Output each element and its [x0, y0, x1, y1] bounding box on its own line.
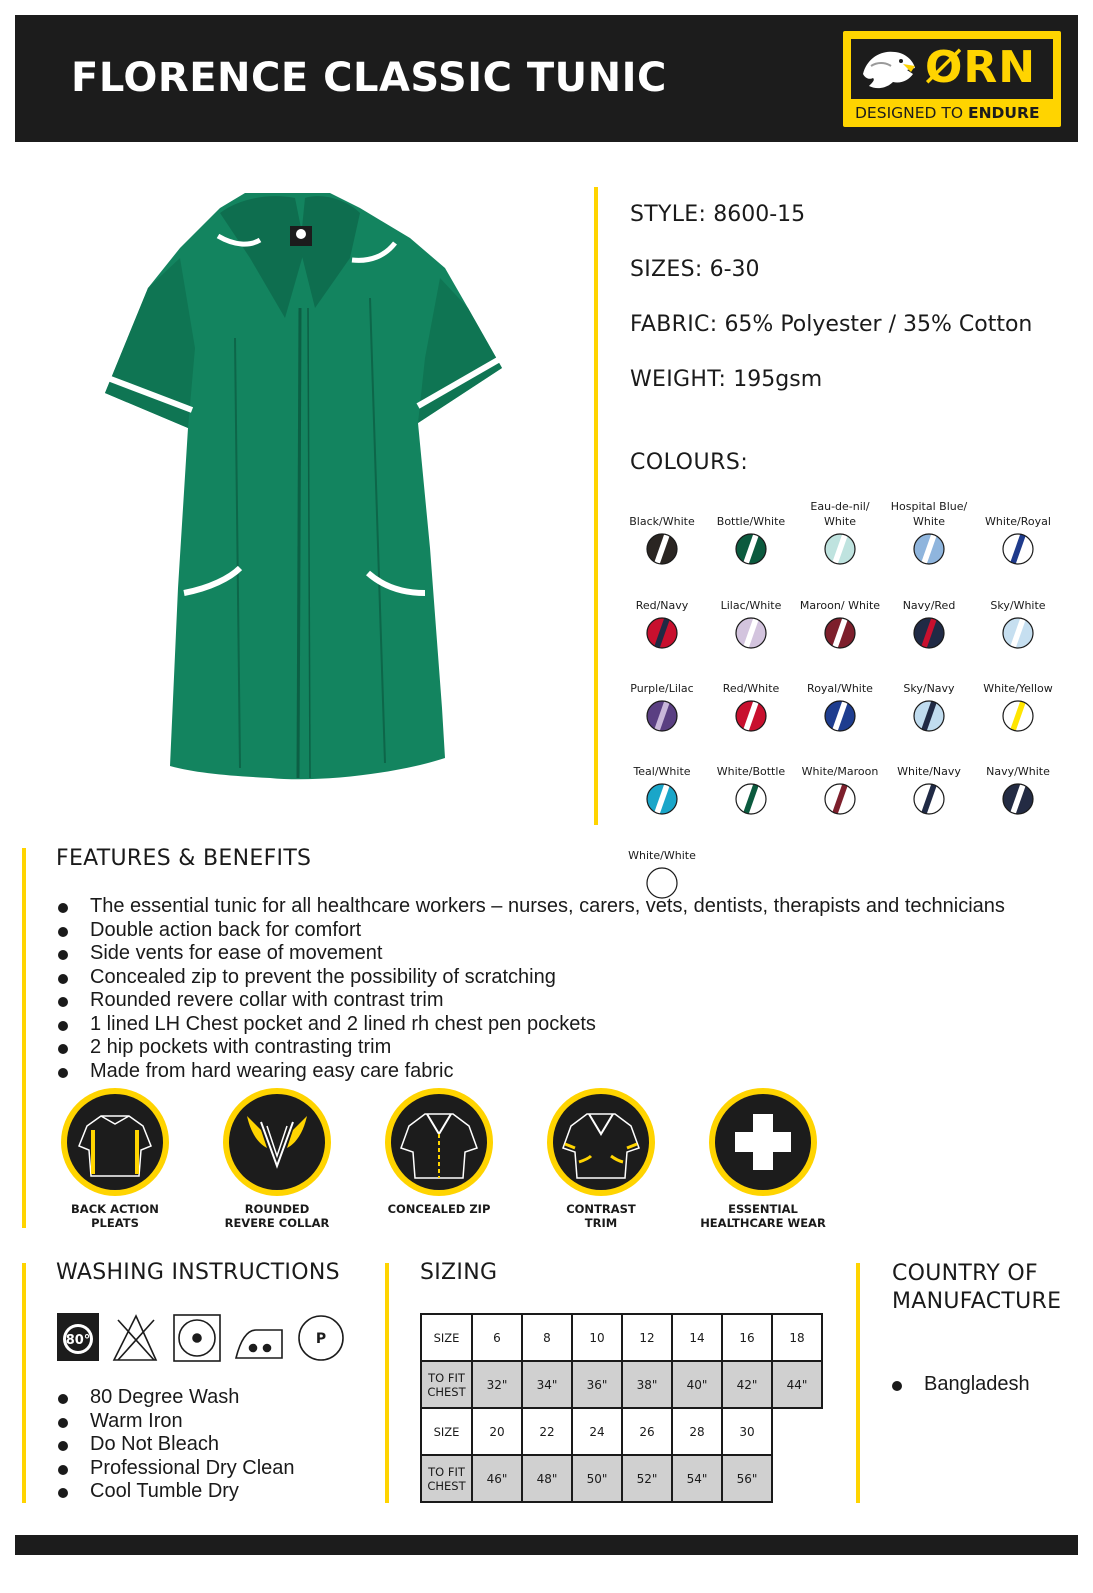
zip-icon: [383, 1086, 495, 1198]
logo-brand: ØRN: [925, 42, 1037, 93]
colour-label: Red/Navy: [635, 599, 689, 612]
list-item: Do Not Bleach: [56, 1433, 295, 1457]
wash-80-icon: [57, 1313, 99, 1361]
colour-label: Sky/White: [990, 599, 1046, 612]
cross-icon: [707, 1086, 819, 1198]
list-item: Bangladesh: [890, 1373, 1030, 1397]
colour-swatch: [973, 747, 1063, 816]
spec-fabric: FABRIC: 65% Polyester / 35% Cotton: [630, 312, 1033, 337]
colour-swatch: [884, 497, 974, 566]
trim-icon: [545, 1086, 657, 1198]
colour-label: Maroon/ White: [799, 599, 881, 612]
list-item: Concealed zip to prevent the possibility of scratching: [56, 966, 1005, 990]
colour-dot: [823, 616, 857, 650]
table-row: SIZE 20 22 24 26 28 30: [421, 1408, 822, 1455]
colour-dot: [645, 532, 679, 566]
colour-label: Lilac/White: [720, 599, 782, 612]
colour-swatch: [973, 581, 1063, 650]
colour-label: Hospital Blue/ White: [890, 500, 968, 528]
colour-label: Royal/White: [807, 682, 873, 695]
sizing-table: [420, 1313, 823, 1503]
colour-dot: [912, 616, 946, 650]
feature-trim: CONTRAST TRIM: [521, 1086, 681, 1230]
colour-label: Teal/White: [633, 765, 691, 778]
header-banner: [15, 15, 1078, 142]
spec-weight: WEIGHT: 195gsm: [630, 367, 823, 392]
list-item: Professional Dry Clean: [56, 1457, 295, 1481]
spec-style: STYLE: 8600-15: [630, 202, 806, 227]
colour-label: Navy/Red: [902, 599, 956, 612]
list-item: 1 lined LH Chest pocket and 2 lined rh chest pen pockets: [56, 1013, 1005, 1037]
list-item: Warm Iron: [56, 1410, 295, 1434]
colour-label: White/Bottle: [716, 765, 786, 778]
list-item: The essential tunic for all healthcare workers – nurses, carers, vets, dentists, therapists and technicians: [56, 895, 1005, 919]
colour-label: Bottle/White: [716, 515, 786, 528]
feature-zip: CONCEALED ZIP: [359, 1086, 519, 1216]
sizing-title: SIZING: [420, 1260, 498, 1285]
colour-dot: [645, 616, 679, 650]
dry-clean-icon: [299, 1316, 343, 1360]
colour-dot: [645, 782, 679, 816]
list-item: Made from hard wearing easy care fabric: [56, 1060, 1005, 1084]
colour-label: White/Yellow: [983, 682, 1053, 695]
colours-title: COLOURS:: [630, 450, 749, 475]
table-row: SIZE 6 8 10 12 14 16 18: [421, 1314, 822, 1361]
colour-label: Purple/Lilac: [630, 682, 694, 695]
colour-swatch: [973, 664, 1063, 733]
colour-dot: [912, 532, 946, 566]
colour-swatch: [973, 497, 1063, 566]
colour-dot: [734, 699, 768, 733]
specs-list: [630, 200, 1032, 420]
colour-dot: [645, 699, 679, 733]
colour-label: Navy/White: [986, 765, 1050, 778]
tunic-image: [100, 188, 510, 788]
brand-logo: [843, 31, 1061, 127]
country-title: COUNTRY OF MANUFACTURE: [892, 1261, 1062, 1314]
colour-swatch: [706, 664, 796, 733]
logo-box: [851, 39, 1053, 99]
features-list: [56, 895, 1005, 1083]
colour-label: Eau-de-nil/ White: [810, 500, 870, 528]
washing-title: WASHING INSTRUCTIONS: [56, 1260, 340, 1285]
wash-temp-text: 80°: [65, 1333, 91, 1348]
table-row: TO FIT CHEST 46" 48" 50" 52" 54" 56": [421, 1455, 822, 1502]
colour-swatch: [706, 497, 796, 566]
colour-swatch: [795, 747, 885, 816]
colour-label: Red/White: [722, 682, 780, 695]
washing-list: [56, 1386, 295, 1504]
product-title: FLORENCE CLASSIC TUNIC: [71, 55, 667, 101]
spec-sizes: SIZES: 6-30: [630, 257, 760, 282]
list-item: Rounded revere collar with contrast trim: [56, 989, 1005, 1013]
colour-swatch: [884, 581, 974, 650]
colour-dot: [823, 532, 857, 566]
colour-label: Sky/Navy: [903, 682, 955, 695]
divider-features: [22, 848, 26, 1228]
feature-healthcare: ESSENTIAL HEALTHCARE WEAR: [683, 1086, 843, 1230]
colour-label: White/Maroon: [801, 765, 879, 778]
tumble-dry-icon: [174, 1315, 220, 1361]
footer-bar: [15, 1535, 1078, 1555]
features-title: FEATURES & BENEFITS: [56, 846, 312, 871]
colour-swatch: [795, 664, 885, 733]
colour-swatch: [617, 497, 707, 566]
colour-dot: [734, 616, 768, 650]
colour-swatch: [617, 747, 707, 816]
colour-swatch: [706, 581, 796, 650]
colour-dot: [1001, 616, 1035, 650]
feature-collar: ROUNDED REVERE COLLAR: [197, 1086, 357, 1230]
colour-label: White/White: [628, 849, 696, 862]
warm-iron-icon: [236, 1330, 282, 1358]
divider-country: [856, 1263, 860, 1503]
colour-dot: [734, 782, 768, 816]
dry-clean-text: P: [315, 1331, 327, 1347]
country-list: [890, 1373, 1030, 1397]
colour-dot: [823, 782, 857, 816]
collar-icon: [221, 1086, 333, 1198]
eagle-icon: [857, 44, 919, 94]
list-item: Double action back for comfort: [56, 919, 1005, 943]
list-item: Side vents for ease of movement: [56, 942, 1005, 966]
colour-dot: [912, 699, 946, 733]
colour-swatch: [617, 581, 707, 650]
table-row: TO FIT CHEST 32" 34" 36" 38" 40" 42" 44": [421, 1361, 822, 1408]
list-item: 2 hip pockets with contrasting trim: [56, 1036, 1005, 1060]
colour-dot: [823, 699, 857, 733]
colour-swatch: [795, 497, 885, 566]
divider-washing: [22, 1263, 26, 1503]
colour-label: Black/White: [629, 515, 695, 528]
colour-label: White/Royal: [985, 515, 1051, 528]
colour-swatch: [617, 831, 707, 900]
colour-dot: [1001, 699, 1035, 733]
colour-dot: [1001, 782, 1035, 816]
colour-swatch: [795, 581, 885, 650]
no-bleach-icon: [114, 1316, 156, 1360]
colour-label: White/Navy: [897, 765, 961, 778]
feature-back-pleats: BACK ACTION PLEATS: [35, 1086, 195, 1230]
colour-dot: [912, 782, 946, 816]
colour-dot: [1001, 532, 1035, 566]
colour-swatch: [884, 747, 974, 816]
list-item: Cool Tumble Dry: [56, 1480, 295, 1504]
divider-specs: [594, 187, 598, 825]
colour-swatch: [884, 664, 974, 733]
colour-dot: [734, 532, 768, 566]
washing-symbols: [56, 1312, 346, 1364]
colour-swatch: [706, 747, 796, 816]
colour-swatch: [617, 664, 707, 733]
logo-tagline: DESIGNED TO ENDURE: [855, 104, 1040, 122]
divider-sizing: [385, 1263, 389, 1503]
list-item: 80 Degree Wash: [56, 1386, 295, 1410]
back-pleats-icon: [59, 1086, 171, 1198]
